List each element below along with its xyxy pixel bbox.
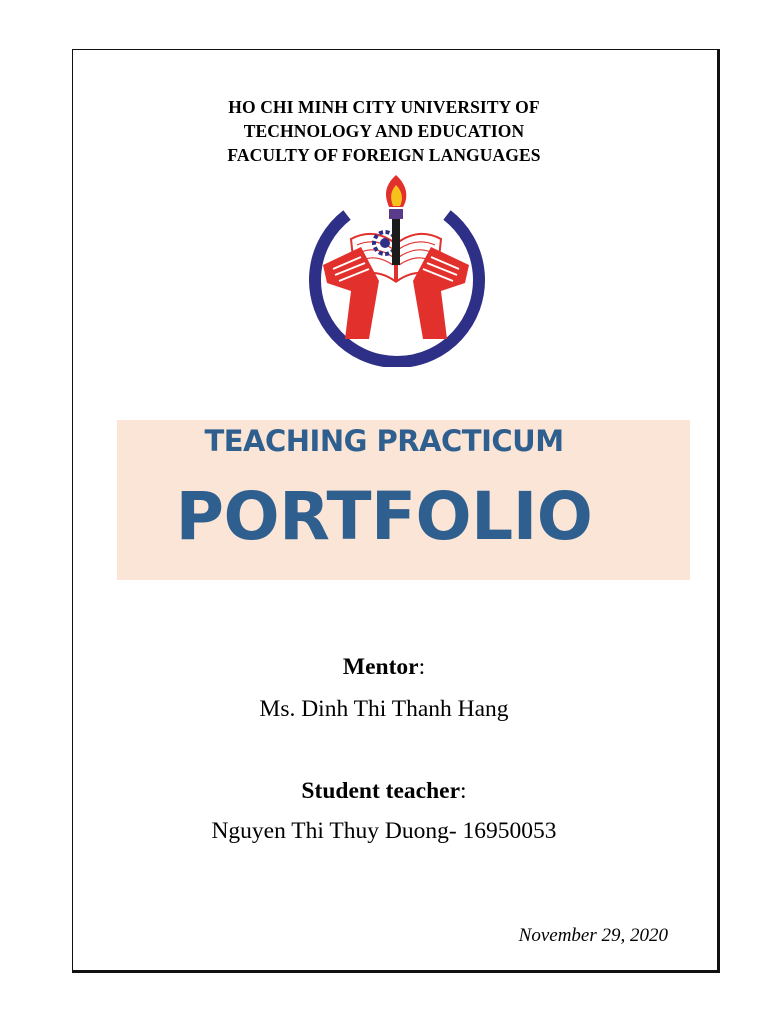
mentor-colon: :	[418, 654, 426, 680]
student-teacher-label: Student teacher	[301, 778, 461, 804]
university-emblem-icon	[303, 173, 489, 367]
mentor-label-line	[0, 654, 768, 681]
student-label-line	[0, 778, 768, 805]
university-header	[0, 95, 768, 167]
mentor-name: Ms. Dinh Thi Thanh Hang	[259, 696, 509, 722]
university-name-line-2: TECHNOLOGY AND EDUCATION	[243, 121, 525, 141]
mentor-label: Mentor	[342, 654, 419, 680]
university-name-line-1: HO CHI MINH CITY UNIVERSITY OF	[228, 97, 540, 117]
banner-subtitle: TEACHING PRACTICUM	[204, 424, 564, 458]
banner-title: PORTFOLIO	[175, 478, 593, 555]
student-colon: :	[460, 778, 467, 804]
student-name: Nguyen Thi Thuy Duong- 16950053	[211, 818, 557, 844]
faculty-name: FACULTY OF FOREIGN LANGUAGES	[227, 145, 541, 165]
document-date: November 29, 2020	[518, 925, 668, 946]
